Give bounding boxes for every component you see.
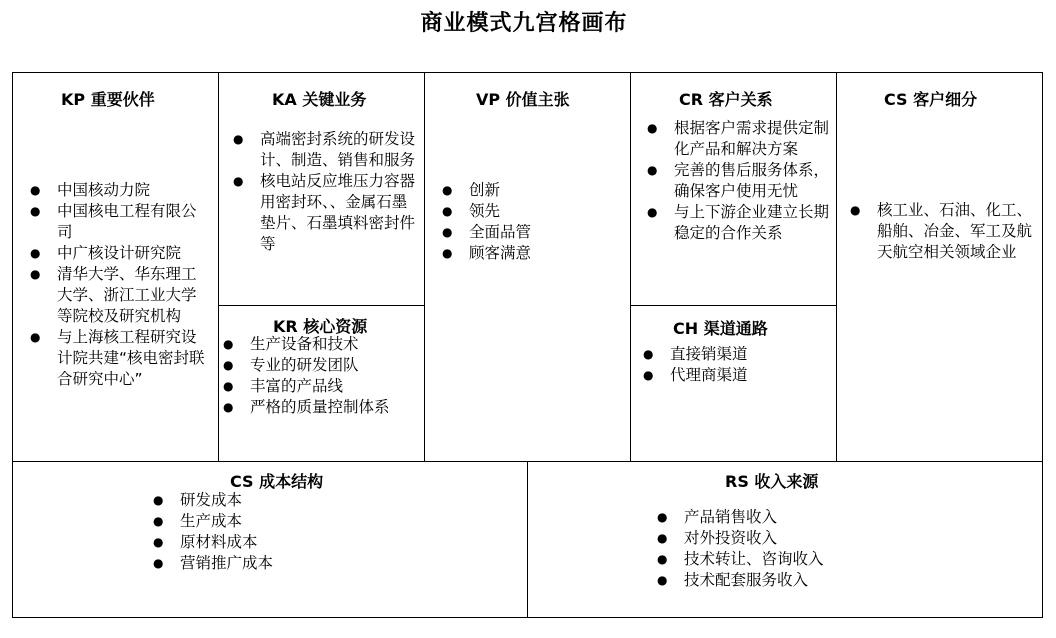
list-item: ● 生产成本 <box>153 511 453 532</box>
block-cost-structure <box>12 461 529 618</box>
list-item: ● 原材料成本 <box>153 532 453 553</box>
list-item: ● 完善的售后服务体系，确保客户使用无忧 <box>647 160 832 202</box>
list-item: ● 生产设备和技术 <box>223 334 418 355</box>
list-item: ● 与上下游企业建立长期稳定的合作关系 <box>647 202 832 244</box>
ch-header: CH 渠道通路 <box>673 319 768 338</box>
list-item: ● 研发成本 <box>153 490 453 511</box>
cost-header: CS 成本结构 <box>230 472 324 491</box>
block-key-activities <box>218 72 425 307</box>
list-item: ● 中国核动力院 <box>30 180 210 201</box>
list-item: ● 技术转让、咨询收入 <box>657 549 957 570</box>
list-item: ● 创新 <box>442 180 622 201</box>
kp-header: KP 重要伙伴 <box>61 90 155 109</box>
block-channels <box>630 305 837 462</box>
ka-list <box>233 129 418 255</box>
list-item: ● 严格的质量控制体系 <box>223 397 418 418</box>
list-item: ● 专业的研发团队 <box>223 355 418 376</box>
list-item: ● 营销推广成本 <box>153 553 453 574</box>
cs-header: CS 客户细分 <box>884 90 978 109</box>
cs-list <box>850 200 1038 263</box>
list-item: ● 顾客满意 <box>442 243 622 264</box>
kr-list <box>223 334 418 418</box>
list-item: ● 核电站反应堆压力容器用密封环、、金属石墨垫片、石墨填料密封件等 <box>233 171 418 255</box>
ch-list <box>643 344 828 386</box>
list-item: ● 清华大学、华东理工大学、浙江工业大学等院校及研究机构 <box>30 264 210 327</box>
vp-header: VP 价值主张 <box>476 90 570 109</box>
list-item: ● 与上海核工程研究设计院共建“核电密封联合研究中心” <box>30 327 210 390</box>
block-customer-relationships <box>630 72 837 307</box>
list-item: ● 中国核电工程有限公司 <box>30 201 210 243</box>
cr-header: CR 客户关系 <box>679 90 773 109</box>
cost-list <box>153 490 453 574</box>
ka-header: KA 关键业务 <box>272 90 367 109</box>
list-item: ● 代理商渠道 <box>643 365 828 386</box>
kr-header: KR 核心资源 <box>273 317 368 336</box>
kp-list <box>30 180 210 390</box>
vp-list <box>442 180 622 264</box>
list-item: ● 产品销售收入 <box>657 507 957 528</box>
list-item: ● 中广核设计研究院 <box>30 243 210 264</box>
canvas-title: 商业模式九宫格画布 <box>420 11 628 36</box>
list-item: ● 全面品管 <box>442 222 622 243</box>
list-item: ● 核工业、石油、化工、船舶、冶金、军工及航天航空相关领域企业 <box>850 200 1038 263</box>
block-key-resources <box>218 305 425 462</box>
list-item: ● 丰富的产品线 <box>223 376 418 397</box>
block-customer-segments <box>836 72 1043 462</box>
block-value-propositions <box>424 72 631 462</box>
rs-list <box>657 507 957 591</box>
cr-list <box>647 118 832 244</box>
list-item: ● 高端密封系统的研发设计、制造、销售和服务 <box>233 129 418 171</box>
list-item: ● 直接销渠道 <box>643 344 828 365</box>
block-revenue-streams <box>527 461 1043 618</box>
rs-header: RS 收入来源 <box>725 472 819 491</box>
list-item: ● 根据客户需求提供定制化产品和解决方案 <box>647 118 832 160</box>
list-item: ● 领先 <box>442 201 622 222</box>
block-key-partners <box>12 72 219 462</box>
list-item: ● 技术配套服务收入 <box>657 570 957 591</box>
list-item: ● 对外投资收入 <box>657 528 957 549</box>
